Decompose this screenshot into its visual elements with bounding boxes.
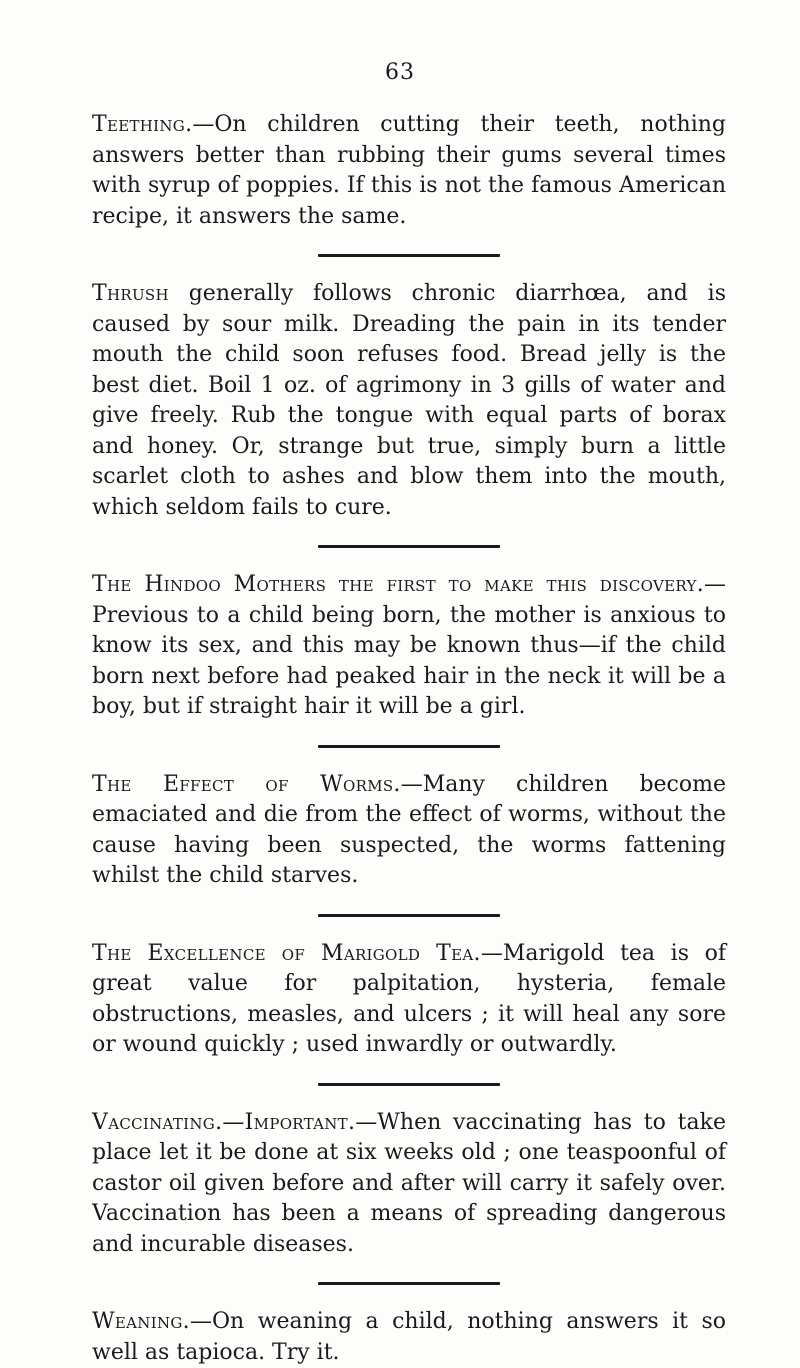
page-content (92, 110, 726, 1368)
entry-hindoo-mothers (92, 570, 726, 723)
section-divider (318, 545, 500, 548)
entry-heading: The Excellence of Marigold Tea. (92, 940, 481, 966)
page-number: 63 (385, 60, 415, 85)
section-divider (318, 745, 500, 748)
entry-heading: The Hindoo Mothers the first to make this discovery. (92, 572, 704, 597)
entry-heading: Thrush (92, 281, 169, 306)
section-divider (318, 254, 500, 257)
section-divider (318, 1083, 500, 1086)
entry-teething (92, 110, 726, 232)
entry-heading: Teething. (92, 112, 193, 137)
entry-heading: Weaning. (92, 1309, 190, 1334)
entry-text: generally follows chronic diarrhœa, and is caused by sour milk. Dreading the pain in its tender mouth the child soon refuses food. Bread jelly is the best diet. Boil 1 oz. of agrimony in 3 gills of water and give freely. Rub the tongue with equal parts of borax and honey. Or, strange but true, simply burn a little scarlet cloth to ashes and blow them into the mouth, which seldom fails to cure. (92, 281, 726, 520)
entry-text: —Marigold tea is of great value for palpitation, hysteria, female obstructions, measles, and ulcers ; it will heal any sore or wound quickly ; used inwardly or outwardly. (92, 940, 726, 1057)
entry-weaning (92, 1307, 726, 1368)
entry-text: — Previous to a child being born, the mother is anxious to know its sex, and this may be known thus—if the child born next before had peaked hair in the neck it will be a boy, but if straight hair it will be a girl. (92, 572, 726, 719)
entry-vaccinating (92, 1108, 726, 1261)
entry-marigold-tea (92, 939, 726, 1061)
entry-text: —When vaccinating has to take place let it be done at six weeks old ; one teaspoonful of castor oil given before and after will carry it safely over. Vaccination has been a means of spreading dangerous and incurable diseases. (92, 1109, 726, 1257)
entry-heading: Vaccinating.—Important. (92, 1109, 356, 1135)
entry-thrush (92, 279, 726, 523)
section-divider (318, 914, 500, 917)
entry-text: —On weaning a child, nothing answers it so well as tapioca. Try it. (92, 1309, 726, 1365)
entry-text: —On children cutting their teeth, nothing answers better than rubbing their gums several times with syrup of poppies. If this is not the famous American recipe, it answers the same. (92, 112, 726, 229)
entry-effect-of-worms (92, 770, 726, 892)
entry-text: —Many children become emaciated and die from the effect of worms, without the cause having been suspected, the worms fattening whilst the child starves. (92, 771, 726, 888)
section-divider (318, 1282, 500, 1285)
entry-heading: The Effect of Worms. (92, 771, 401, 797)
